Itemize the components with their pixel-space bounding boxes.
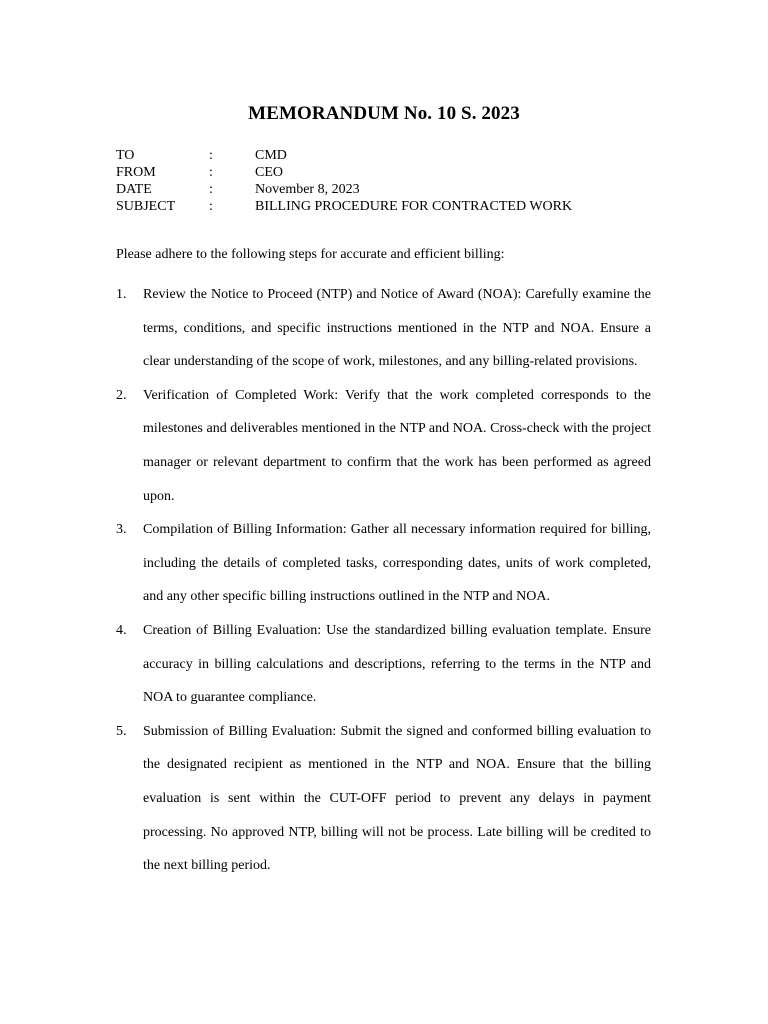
- header-colon: :: [209, 182, 213, 197]
- list-item: [116, 715, 651, 883]
- list-item: [116, 278, 651, 379]
- step-text: Creation of Billing Evaluation: Use the standardized billing evaluation template. Ensure accuracy in billing calculations and descriptions, referring to the terms in the NTP and NOA to guarantee compliance.: [143, 622, 651, 706]
- header-value-subject: BILLING PROCEDURE FOR CONTRACTED WORK: [255, 199, 573, 214]
- header-value-to: CMD: [255, 148, 287, 163]
- step-number: 2.: [116, 387, 127, 403]
- header-colon: :: [209, 199, 213, 214]
- list-item: [116, 379, 651, 513]
- header-value-date: November 8, 2023: [255, 182, 360, 197]
- step-number: 3.: [116, 522, 127, 538]
- header-colon: :: [209, 165, 213, 180]
- header-label-subject: SUBJECT: [116, 199, 176, 214]
- header-label-date: DATE: [116, 182, 152, 197]
- memo-intro: Please adhere to the following steps for accurate and efficient billing:: [116, 247, 505, 262]
- header-row-date: [116, 181, 676, 198]
- header-label-from: FROM: [116, 165, 156, 180]
- header-row-from: [116, 164, 676, 181]
- memo-header: [116, 147, 676, 215]
- header-label-to: TO: [116, 148, 135, 163]
- step-number: 1.: [116, 287, 127, 302]
- header-colon: :: [209, 148, 213, 163]
- step-number: 5.: [116, 723, 127, 739]
- step-text: Verification of Completed Work: Verify that the work completed corresponds to the milestones and deliverables mentioned in the NTP and NOA. Cross-check with the project manager or relevant department to confirm that the work has been performed as agreed upon.: [143, 387, 651, 504]
- header-row-to: [116, 147, 676, 164]
- list-item: [116, 614, 651, 715]
- memo-title: MEMORANDUM No. 10 S. 2023: [248, 103, 520, 124]
- step-number: 4.: [116, 622, 127, 638]
- header-row-subject: [116, 198, 676, 215]
- steps-list: [116, 278, 651, 883]
- step-text: Review the Notice to Proceed (NTP) and Notice of Award (NOA): Carefully examine the terms, conditions, and specific instructions mentioned in the NTP and NOA. Ensure a clear understanding of the scope of work, milestones, and any billing-related provisions.: [143, 287, 651, 370]
- header-value-from: CEO: [255, 165, 283, 180]
- step-text: Submission of Billing Evaluation: Submit the signed and conformed billing evaluation to the designated recipient as mentioned in the NTP and NOA. Ensure that the billing evaluation is sent within the CUT-OFF period to prevent any delays in payment processing. No approved NTP, billing will not be process. Late billing will be credited to the next billing period.: [143, 723, 651, 874]
- step-text: Compilation of Billing Information: Gather all necessary information required for billing, including the details of completed tasks, corresponding dates, units of work completed, and any other specific billing instructions outlined in the NTP and NOA.: [143, 522, 651, 605]
- list-item: [116, 513, 651, 614]
